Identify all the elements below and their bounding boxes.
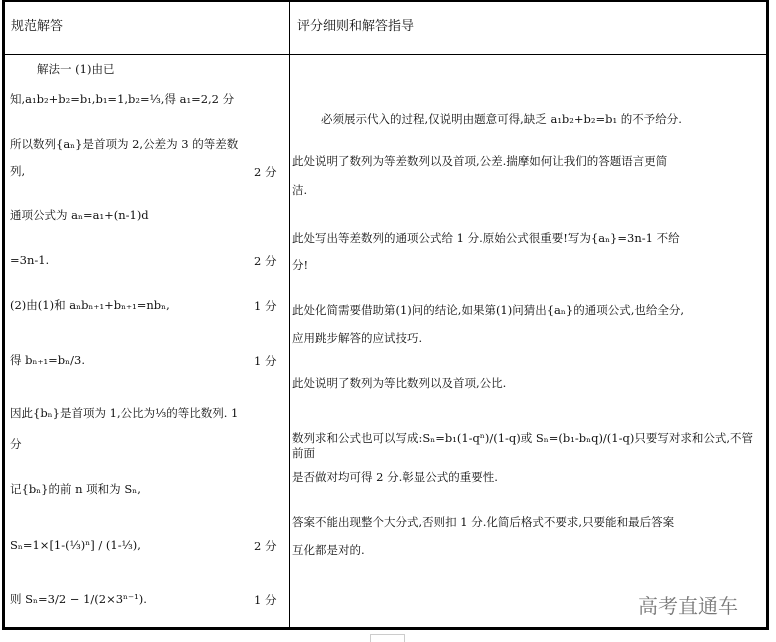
guidance-line: 此处说明了数列为等差数列以及首项,公差.揣摩如何让我们的答题语言更简 bbox=[292, 154, 668, 168]
guidance-line: 应用跳步解答的应试技巧. bbox=[292, 331, 423, 345]
points: 2 分 bbox=[254, 254, 277, 268]
points: 1 分 bbox=[254, 593, 277, 607]
scrollbar-stub[interactable] bbox=[370, 634, 405, 642]
guidance-line: 此处写出等差数列的通项公式给 1 分.原始公式很重要!写为{aₙ}=3n-1 不给 bbox=[292, 231, 680, 245]
header-guidance: 评分细则和解答指导 bbox=[297, 19, 415, 34]
points: 2 分 bbox=[254, 165, 277, 179]
solution-line: 因此{bₙ}是首项为 1,公比为⅓的等比数列. 1 bbox=[10, 406, 239, 420]
points: 1 分 bbox=[254, 354, 277, 368]
solution-line: 记{bₙ}的前 n 项和为 Sₙ, bbox=[10, 482, 141, 496]
guidance-line: 分! bbox=[292, 258, 309, 272]
solution-line: =3n-1. bbox=[10, 253, 50, 267]
solution-line: 所以数列{aₙ}是首项为 2,公差为 3 的等差数 bbox=[10, 137, 239, 151]
solution-line: 解法一 (1)由已 bbox=[37, 62, 115, 76]
solution-line: 分 bbox=[10, 437, 22, 451]
points: 1 分 bbox=[254, 299, 277, 313]
solution-line: 得 bₙ₊₁=bₙ/3. bbox=[10, 353, 85, 367]
header-solution: 规范解答 bbox=[11, 19, 64, 34]
guidance-line: 互化都是对的. bbox=[292, 543, 365, 557]
solution-line: 知,a₁b₂+b₂=b₁,b₁=1,b₂=⅓,得 a₁=2,2 分 bbox=[10, 92, 235, 106]
solution-line: Sₙ=1×[1-(⅓)ⁿ] / (1-⅓), bbox=[10, 538, 141, 552]
guidance-line: 此处化简需要借助第(1)问的结论,如果第(1)问猜出{aₙ}的通项公式,也给全分, bbox=[292, 303, 685, 317]
guidance-line: 数列求和公式也可以写成:Sₙ=b₁(1-qⁿ)/(1-q)或 Sₙ=(b₁-bₙq)/(1-q)只要写对求和公式,不管前面 bbox=[292, 431, 753, 460]
column-divider bbox=[289, 2, 290, 627]
solution-line: 则 Sₙ=3/2 − 1/(2×3ⁿ⁻¹). bbox=[10, 592, 147, 606]
guidance-line: 洁. bbox=[292, 183, 308, 197]
watermark: 高考直通车 bbox=[638, 594, 738, 618]
guidance-line: 此处说明了数列为等比数列以及首项,公比. bbox=[292, 376, 507, 390]
guidance-line: 答案不能出现整个大分式,否则扣 1 分.化简后格式不要求,只要能和最后答案 bbox=[292, 515, 675, 529]
guidance-line: 是否做对均可得 2 分.彰显公式的重要性. bbox=[292, 470, 498, 484]
solution-line: 列, bbox=[10, 164, 26, 178]
solution-line: 通项公式为 aₙ=a₁+(n-1)d bbox=[10, 208, 149, 222]
points: 2 分 bbox=[254, 539, 277, 553]
solution-line: (2)由(1)和 aₙbₙ₊₁+bₙ₊₁=nbₙ, bbox=[10, 298, 170, 312]
guidance-line: 必须展示代入的过程,仅说明由题意可得,缺乏 a₁b₂+b₂=b₁ 的不予给分. bbox=[321, 112, 682, 126]
